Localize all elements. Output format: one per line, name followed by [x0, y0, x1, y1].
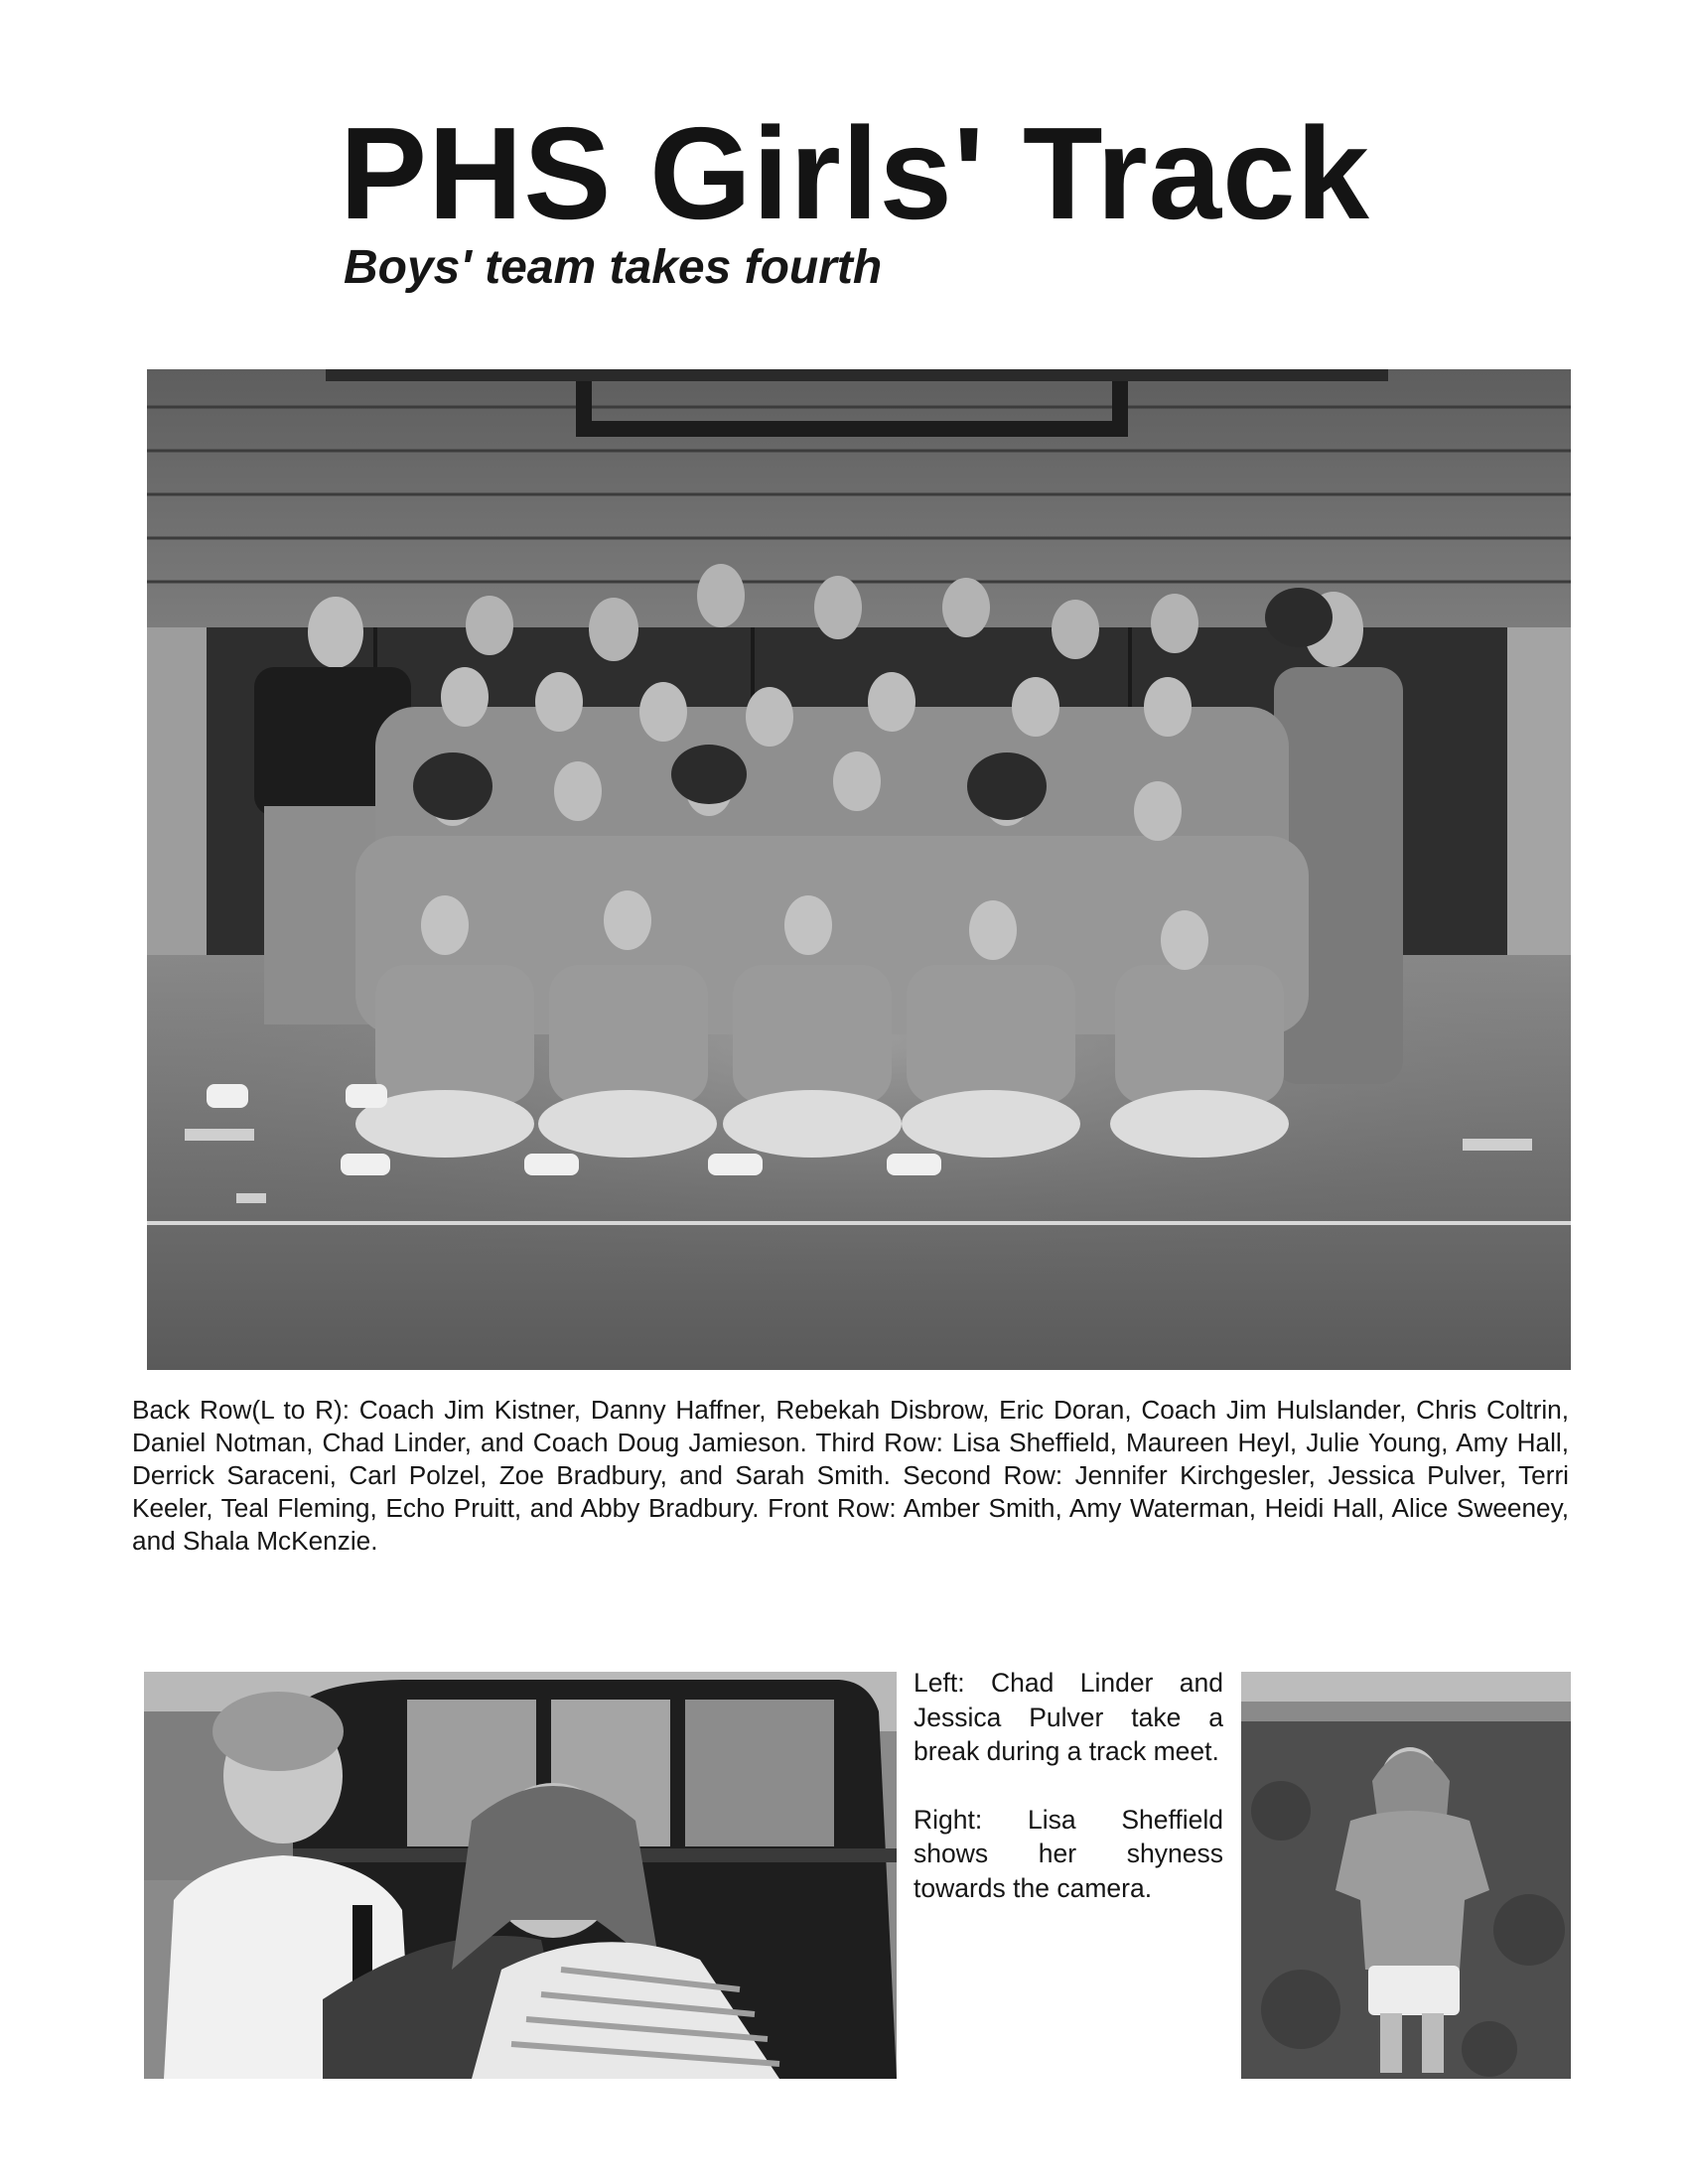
caption-right-photo: Right: Lisa Sheffield shows her shyness towards the camera.	[914, 1804, 1223, 1903]
team-photo	[147, 369, 1571, 1370]
team-photo-caption: Back Row(L to R): Coach Jim Kistner, Danny Haffner, Rebekah Disbrow, Eric Doran, Coach Jim Hulslander, Chris Coltrin, Daniel Notman, Chad Linder, and Coach Doug Jamieson. Third Row: Lisa Sheffield, Maureen Heyl, Julie Young, Amy Hall, Derrick Saraceni, Carl Polzel, Zoe Bradbury, and Sarah Smith. Second Row: Jennifer Kirchgesler, Jessica Pulver, Terri Keeler, Teal Fleming, Echo Pruitt, and Abby Bradbury. Front Row: Amber Smith, Amy Waterman, Heidi Hall, Alice Sweeney, and Shala McKenzie.	[132, 1395, 1569, 1556]
caption-left-photo: Left: Chad Linder and Jessica Pulver take a break during a track meet.	[914, 1668, 1223, 1766]
candid-photo-left	[144, 1672, 897, 2079]
side-captions	[914, 1666, 1223, 1939]
candid-photo-right	[1241, 1672, 1571, 2079]
page-subtitle: Boys' team takes fourth	[344, 241, 883, 294]
page-title: PHS Girls' Track	[340, 100, 1370, 246]
